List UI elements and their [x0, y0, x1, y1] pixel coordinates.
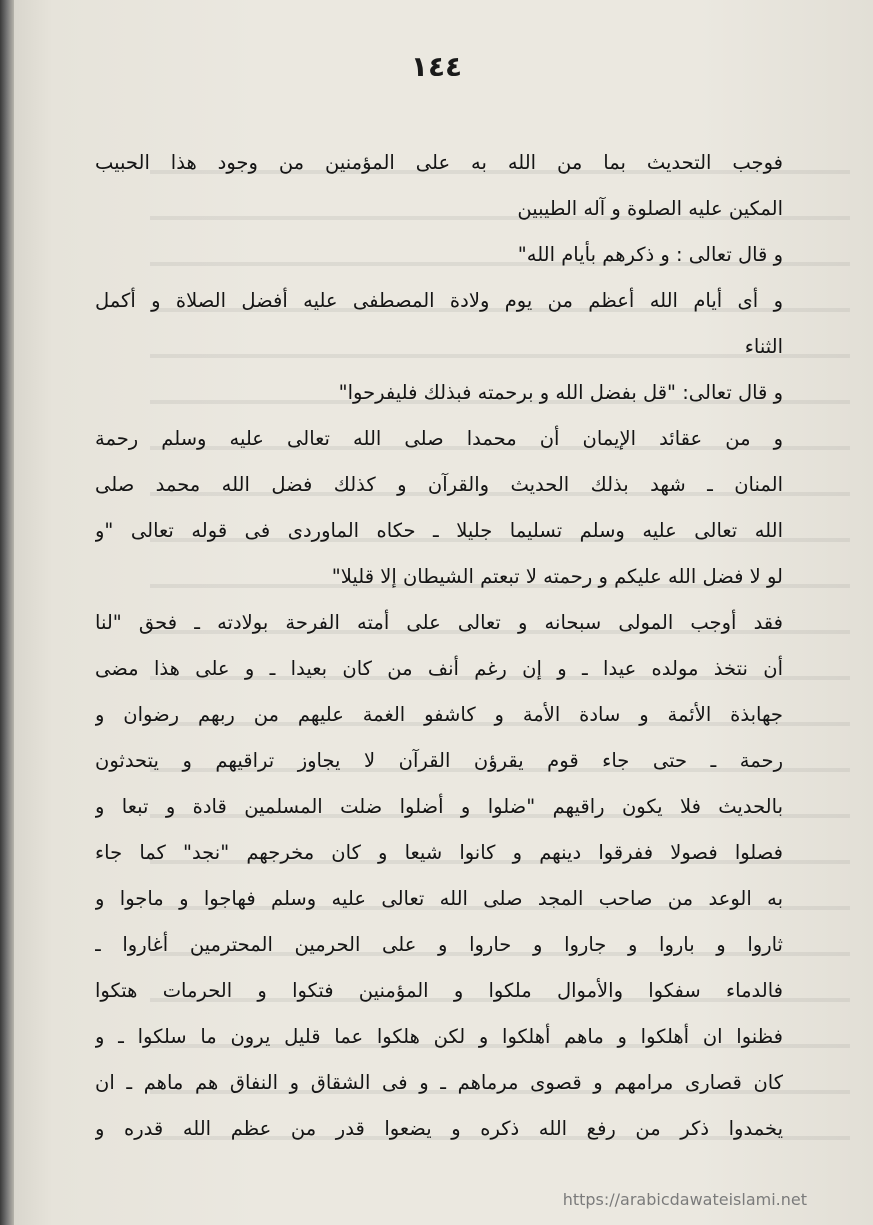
text-line: بالحديث فلا يكون راقيهم "ضلوا و أضلوا ضلت المسلمين قادة و تبعا و	[95, 795, 783, 818]
text-line: الثناء	[744, 335, 783, 358]
text-line: و أى أيام الله أعظم من يوم ولادة المصطفى عليه أفضل الصلاة و أكمل	[95, 289, 783, 312]
source-watermark: https://arabicdawateislami.net	[562, 1190, 807, 1209]
text-line: أن نتخذ مولده عيدا ـ و إن رغم أنف من كان بعيدا ـ و على هذا مضى	[95, 657, 783, 680]
text-line: فالدماء سفكوا والأموال ملكوا و المؤمنين فتكوا و الحرمات هتكوا	[95, 979, 783, 1002]
text-line: لو لا فضل الله عليكم و رحمته لا تبعتم الشيطان إلا قليلا"	[331, 565, 783, 588]
text-line: و من عقائد الإيمان أن محمدا صلى الله تعالى عليه وسلم رحمة	[95, 427, 783, 450]
text-line: فقد أوجب المولى سبحانه و تعالى على أمته الفرحة بولادته ـ فحق "لنا	[95, 611, 783, 634]
text-line: فوجب التحديث بما من الله به على المؤمنين من وجود هذا الحبيب	[95, 151, 783, 174]
text-line: المكين عليه الصلوة و آله الطيبين	[517, 197, 783, 220]
text-line: المنان ـ شهد بذلك الحديث والقرآن و كذلك فضل الله محمد صلى	[95, 473, 783, 496]
text-line: يخمدوا ذكر من رفع الله ذكره و يضعوا قدر من عظم الله قدره و	[95, 1117, 783, 1140]
text-line: فظنوا ان أهلكوا و ماهم أهلكوا و لكن هلكوا عما قليل يرون ما سلكوا ـ و	[95, 1025, 783, 1048]
text-line: به الوعد من صاحب المجد صلى الله تعالى عليه وسلم فهاجوا و ماجوا و	[95, 887, 783, 910]
text-line: جهابذة الأئمة و سادة الأمة و كاشفو الغمة عليهم من ربهم رضوان و	[95, 703, 783, 726]
body-text	[95, 140, 783, 1152]
text-line: رحمة ـ حتى جاء قوم يقرؤن القرآن لا يجاوز تراقيهم و يتحدثون	[95, 749, 783, 772]
text-line: ثاروا و باروا و جاروا و حاروا و على الحرمين المحترمين أغاروا ـ	[95, 933, 783, 956]
page-number: ١٤٤	[410, 50, 463, 83]
text-line: كان قصارى مرامهم و قصوى مرماهم ـ و فى الشقاق و النفاق هم ماهم ـ ان	[95, 1071, 783, 1094]
text-line: و قال تعالى: "قل بفضل الله و برحمته فبذلك فليفرحوا"	[338, 381, 783, 404]
text-line: الله تعالى عليه وسلم تسليما جليلا ـ حكاه الماوردى فى قوله تعالى "و	[95, 519, 783, 542]
text-line: فصلوا فصولا ففرقوا دينهم و كانوا شيعا و كان مخرجهم "نجد" كما جاء	[95, 841, 783, 864]
text-line: و قال تعالى : و ذكرهم بأيام الله"	[517, 243, 783, 266]
book-spine-shadow	[0, 0, 14, 1225]
